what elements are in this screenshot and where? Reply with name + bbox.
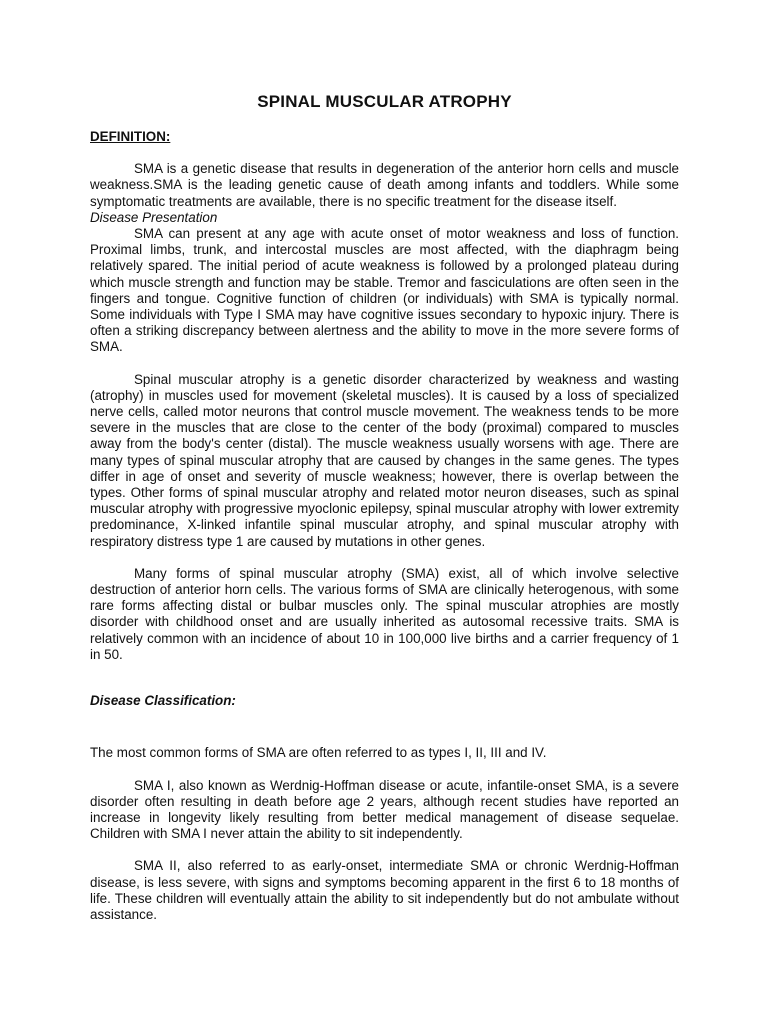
disease-presentation-heading: Disease Presentation bbox=[90, 209, 218, 225]
paragraph-forms: Many forms of spinal muscular atrophy (SMA) exist, all of which involve selective destruction of anterior horn cells. The various forms of SMA are clinically heterogenous, with some rare forms affecting distal or bulbar muscles only. The spinal muscular atrophies are mostly disorder with childhood onset and are usually inherited as autosomal recessive traits. SMA is relatively common with an incidence of about 10 in 100,000 live births and a carrier frequency of 1 in 50. bbox=[90, 565, 679, 662]
paragraph-sma-1: SMA I, also known as Werdnig-Hoffman disease or acute, infantile-onset SMA, is a severe disorder often resulting in death before age 2 years, although recent studies have reported an increase in longevity likely resulting from better medical management of disease sequelae. Children with SMA I never attain the ability to sit independently. bbox=[90, 777, 679, 842]
paragraph-genetic-disorder: Spinal muscular atrophy is a genetic disorder characterized by weakness and wasting (atrophy) in muscles used for movement (skeletal muscles). It is caused by a loss of specialized nerve cells, called motor neurons that control muscle movement. The weakness tends to be more severe in the muscles that are close to the center of the body (proximal) compared to muscles away from the body's center (distal). The muscle weakness usually worsens with age. There are many types of spinal muscular atrophy that are caused by changes in the same genes. The types differ in age of onset and severity of muscle weakness; however, there is overlap between the types. Other forms of spinal muscular atrophy and related motor neuron diseases, such as spinal muscular atrophy with progressive myoclonic epilepsy, spinal muscular atrophy with lower extremity predominance, X-linked infantile spinal muscular atrophy, and spinal muscular atrophy with respiratory distress type 1 are caused by mutations in other genes. bbox=[90, 371, 679, 549]
page-title: SPINAL MUSCULAR ATROPHY bbox=[257, 92, 512, 111]
paragraph-definition: SMA is a genetic disease that results in degeneration of the anterior horn cells and muscle weakness.SMA is the leading genetic cause of death among infants and toddlers. While some symptomatic treatments are available, there is no specific treatment for the disease itself. bbox=[90, 161, 679, 209]
paragraph-types-intro: The most common forms of SMA are often referred to as types I, II, III and IV. bbox=[90, 745, 547, 761]
paragraph-sma-2: SMA II, also referred to as early-onset, intermediate SMA or chronic Werdnig-Hoffman disease, is less severe, with signs and symptoms becoming apparent in the first 6 to 18 months of life. These children will eventually attain the ability to sit independently but do not ambulate without assistance. bbox=[90, 858, 679, 922]
paragraph-presentation: SMA can present at any age with acute onset of motor weakness and loss of function. Proximal limbs, trunk, and intercostal muscles are most affected, with the diaphragm being relatively spared. The initial period of acute weakness is followed by a prolonged plateau during which muscle strength and function may be stable. Tremor and fasciculations are often seen in the fingers and tongue. Cognitive function of children (or individuals) with SMA is typically normal. Some individuals with Type I SMA may have cognitive issues secondary to hypoxic injury. There is often a striking discrepancy between alertness and the ability to move in the more severe forms of SMA. bbox=[90, 226, 679, 355]
definition-heading: DEFINITION: bbox=[90, 129, 171, 144]
disease-classification-heading: Disease Classification: bbox=[90, 693, 236, 709]
